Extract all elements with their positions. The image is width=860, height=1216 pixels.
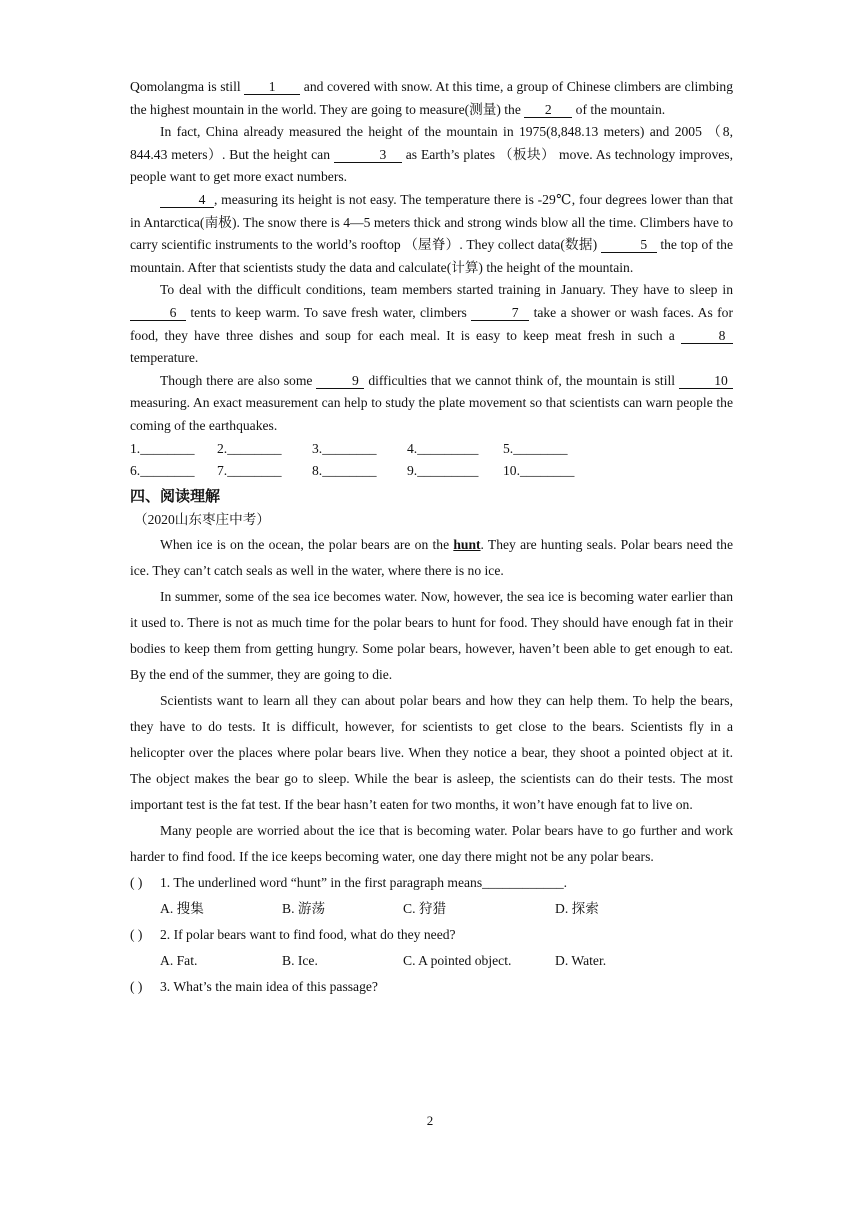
blank-4: 4	[160, 193, 214, 208]
text-segment: To deal with the difficult conditions, team members started training in January. They have to sleep in	[160, 282, 733, 298]
page-content	[130, 76, 733, 999]
option-a: A. Fat.	[160, 952, 198, 968]
blank-1: 1	[244, 80, 300, 95]
cloze-passage	[130, 76, 733, 483]
cloze-paragraph-1	[130, 76, 733, 121]
answer-blank-1: 1.________	[130, 440, 195, 456]
text-segment: temperature.	[130, 350, 199, 366]
blank-9: 9	[316, 374, 364, 389]
question-text: 2. If polar bears want to find food, what do they need?	[160, 926, 456, 942]
blank-5: 5	[601, 238, 657, 253]
answer-blank-2: 2.________	[217, 440, 282, 456]
answer-row-1	[130, 438, 733, 461]
text-segment: . They are hunting seals. Polar bears need the ice. They can’t catch seals as well in the water, where there is no ice.	[130, 536, 733, 578]
answer-blank-7: 7.________	[217, 463, 282, 479]
text-segment: difficulties that we cannot think of, the mountain is still	[364, 372, 679, 388]
question-2-options	[130, 947, 733, 974]
blank-2: 2	[524, 103, 572, 118]
underlined-word-hunt: hunt	[453, 536, 481, 552]
blank-8: 8	[681, 329, 733, 344]
answer-blank-8: 8.________	[312, 463, 377, 479]
option-b: B. 游荡	[282, 900, 326, 916]
questions	[130, 870, 733, 999]
text-segment: take a shower or wash faces. As for food, they have three dishes and soup for each meal. It is easy to keep meat fresh in such a	[130, 304, 733, 343]
source-note: （2020山东枣庄中考）	[134, 511, 270, 527]
text-segment: , measuring its height is not easy. The temperature there is -29℃, four degrees lower than that in Antarctica(南极). The snow there is 4—5 meters thick and strong winds blow all the time. Climbers have to carry scientific instruments to the world’s rooftop （屋脊）. They collect data(数据)	[130, 191, 733, 253]
text-segment: of the mountain.	[572, 101, 666, 117]
question-3	[130, 974, 733, 999]
option-b: B. Ice.	[282, 952, 318, 968]
answer-paren: ( )	[130, 926, 143, 942]
blank-7: 7	[471, 306, 529, 321]
blank-6: 6	[130, 306, 186, 321]
section-title: 四、阅读理解	[130, 486, 221, 505]
option-d: D. Water.	[555, 952, 607, 968]
text-segment: Qomolangma is still	[130, 79, 245, 94]
blank-10: 10	[679, 374, 733, 389]
text-segment: When ice is on the ocean, the polar bears are on the	[160, 536, 454, 552]
answer-paren: ( )	[130, 874, 143, 890]
answer-blank-5: 5.________	[503, 440, 568, 456]
option-c: C. A pointed object.	[403, 952, 512, 968]
cloze-paragraph-3	[130, 189, 733, 279]
text-segment: and covered with snow. At this time, a group of Chinese climbers are climbing the highest mountain in the world. They are going to measure(测量) the	[130, 79, 733, 117]
reading-paragraph-3: Scientists want to learn all they can about polar bears and how they can help them. To help the bears, they have to do tests. It is difficult, however, for scientists to get close to the bears. Scientists fly in a helicopter over the places where polar bears live. When they notice a bear, they shoot a pointed object at it. The object makes the bear go to sleep. While the bear is asleep, the scientists can do their tests. The most important test is the fat test. If the bear hasn’t eaten for two months, it won’t have enough fat to live on.	[130, 692, 733, 812]
reading-passage	[130, 532, 733, 870]
answer-row-2	[130, 460, 733, 483]
text-segment: measuring. An exact measurement can help to study the plate movement so that scientists can warn people the coming of the earthquakes.	[130, 395, 733, 433]
option-c: C. 狩猎	[403, 900, 447, 916]
cloze-paragraph-2	[130, 121, 733, 189]
reading-paragraph-4: Many people are worried about the ice that is becoming water. Polar bears have to go further and work harder to find food. If the ice keeps becoming water, one day there might not be any polar bears.	[130, 822, 733, 864]
question-text: 3. What’s the main idea of this passage?	[160, 978, 378, 994]
answer-blank-6: 6.________	[130, 463, 195, 479]
answer-paren: ( )	[130, 978, 143, 994]
cloze-paragraph-5	[130, 370, 733, 438]
answer-blank-9: 9._________	[407, 463, 479, 479]
cloze-paragraph-4	[130, 279, 733, 369]
answer-blank-10: 10.________	[503, 463, 575, 479]
text-segment: In fact, China already measured the height of the mountain in 1975(8,848.13 meters) and 2005 （8, 844.43 meters）. But the height can	[130, 124, 733, 162]
text-segment: Though there are also some	[160, 372, 317, 388]
answer-blank-3: 3.________	[312, 440, 377, 456]
question-1	[130, 870, 733, 895]
text-segment: tents to keep warm. To save fresh water, climbers	[186, 304, 472, 320]
reading-paragraph-1	[130, 532, 733, 584]
blank-3: 3	[334, 148, 402, 163]
text-segment: as Earth’s plates （板块） move. As technology improves, people want to get more exact numbers.	[130, 146, 733, 185]
page-number: 2	[426, 1113, 434, 1128]
question-1-options	[130, 895, 733, 922]
option-d: D. 探索	[555, 900, 599, 916]
reading-paragraph-2: In summer, some of the sea ice becomes water. Now, however, the sea ice is becoming water earlier than it used to. There is not as much time for the polar bears to hunt for food. They should have enough fat in their bodies to keep them from getting hungry. Some polar bears, however, haven’t been able to get enough to eat. By the end of the summer, they are going to die.	[130, 588, 733, 682]
question-text: 1. The underlined word “hunt” in the first paragraph means____________.	[160, 874, 568, 890]
answer-blank-4: 4._________	[407, 440, 479, 456]
question-2	[130, 922, 733, 947]
text-segment: the top of the mountain. After that scientists study the data and calculate(计算) the height of the mountain.	[130, 237, 733, 275]
option-a: A. 搜集	[160, 900, 204, 916]
